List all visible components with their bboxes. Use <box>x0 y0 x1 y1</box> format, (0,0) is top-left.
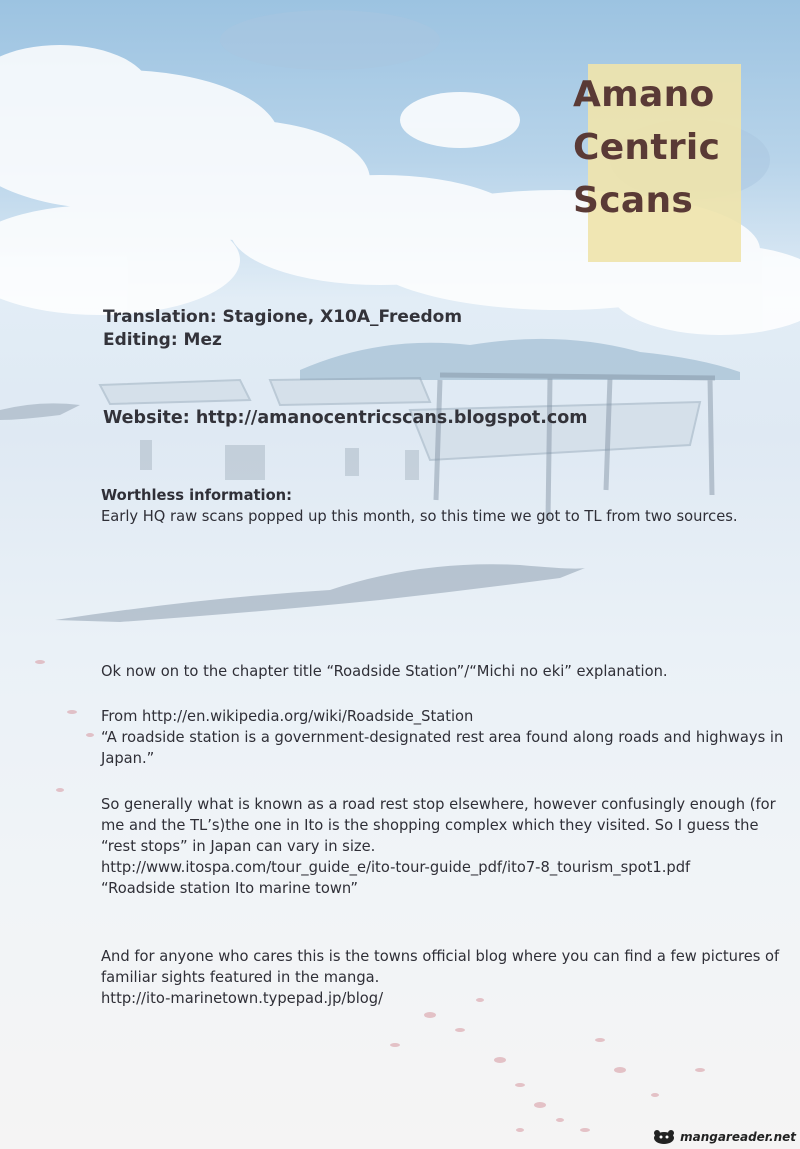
worthless-info-text: Early HQ raw scans popped up this month, so this time we got to TL from two sources. <box>101 508 738 525</box>
translation-credit: Translation: Stagione, X10A_Freedom <box>103 307 463 327</box>
logo-line-1: Amano <box>573 74 715 115</box>
worthless-info-heading: Worthless information: <box>101 487 292 504</box>
site-watermark <box>651 1129 796 1145</box>
itospa-link-title: “Roadside station Ito marine town” <box>101 880 359 897</box>
watermark-text: mangareader.net <box>680 1130 796 1144</box>
chapter-title-intro <box>101 661 791 682</box>
logo-line-3: Scans <box>573 180 694 221</box>
editing-credit: Editing: Mez <box>103 330 222 350</box>
blog-text: And for anyone who cares this is the towns official blog where you can find a few pictures of familiar sights featured in the manga. <box>101 948 780 986</box>
group-logo <box>573 68 720 227</box>
chapter-intro-text: Ok now on to the chapter title “Roadside Station”/“Michi no eki” explanation. <box>101 663 668 680</box>
blog-section <box>101 946 791 1009</box>
explanation-text: So generally what is known as a road rest stop elsewhere, however confusingly enough (for me and the TL’s)the one in Ito is the shopping complex which they visited. So I guess the “rest stops” in Japan can vary in size. <box>101 796 776 855</box>
explanation-section <box>101 794 791 899</box>
wikipedia-quote: “A roadside station is a government-designated rest area found along roads and highways in Japan.” <box>101 729 784 767</box>
wikipedia-source[interactable]: From http://en.wikipedia.org/wiki/Roadside_Station <box>101 708 474 725</box>
credits-block <box>103 306 462 352</box>
itospa-link[interactable]: http://www.itospa.com/tour_guide_e/ito-tour-guide_pdf/ito7-8_tourism_spot1.pdf <box>101 859 691 876</box>
blog-link[interactable]: http://ito-marinetown.typepad.jp/blog/ <box>101 990 384 1007</box>
manga-mascot-icon <box>651 1129 677 1145</box>
website-link[interactable]: Website: http://amanocentricscans.blogspot.com <box>103 408 588 428</box>
wikipedia-section <box>101 706 791 769</box>
worthless-info-section <box>101 485 791 527</box>
logo-line-2: Centric <box>573 127 721 168</box>
